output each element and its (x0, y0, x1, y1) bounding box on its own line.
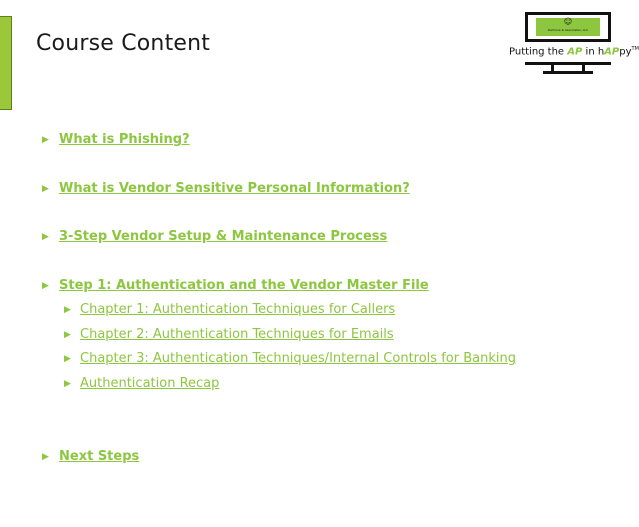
list-item (64, 351, 516, 367)
logo-tagline: Putting the AP in hAPpy™ (509, 46, 639, 58)
link-3-step-process[interactable]: 3-Step Vendor Setup & Maintenance Process (59, 229, 388, 244)
link-step-1-authentication[interactable]: Step 1: Authentication and the Vendor Master File (59, 278, 429, 293)
bullet-arrow-icon: ▶ (64, 305, 71, 315)
list-item (64, 376, 219, 392)
list-item (42, 181, 410, 197)
bullet-arrow-icon: ▶ (42, 184, 49, 194)
list-item (42, 229, 387, 245)
page-title: Course Content (36, 31, 211, 56)
list-item (64, 327, 394, 343)
link-vendor-sensitive-info[interactable]: What is Vendor Sensitive Personal Information? (59, 181, 410, 196)
bullet-arrow-icon: ▶ (64, 330, 71, 340)
link-chapter-3[interactable]: Chapter 3: Authentication Techniques/Internal Controls for Banking (80, 351, 516, 366)
link-chapter-1[interactable]: Chapter 1: Authentication Techniques for Callers (80, 302, 396, 317)
bullet-arrow-icon: ▶ (64, 354, 71, 364)
smiley-icon: ☺ (563, 17, 573, 26)
bullet-arrow-icon: ▶ (42, 135, 49, 145)
bullet-arrow-icon: ▶ (42, 281, 49, 291)
link-next-steps[interactable]: Next Steps (59, 449, 140, 464)
list-item (42, 132, 190, 148)
list-item (42, 278, 429, 294)
list-item (64, 302, 395, 318)
bullet-arrow-icon: ▶ (64, 379, 71, 389)
logo-company-name: Dalmore & Associates, LLC (547, 28, 589, 32)
link-chapter-2[interactable]: Chapter 2: Authentication Techniques for Emails (80, 327, 394, 342)
bullet-arrow-icon: ▶ (42, 232, 49, 242)
bullet-arrow-icon: ▶ (42, 452, 49, 462)
link-authentication-recap[interactable]: Authentication Recap (80, 376, 220, 391)
list-item (42, 449, 139, 465)
link-what-is-phishing[interactable]: What is Phishing? (59, 132, 190, 147)
